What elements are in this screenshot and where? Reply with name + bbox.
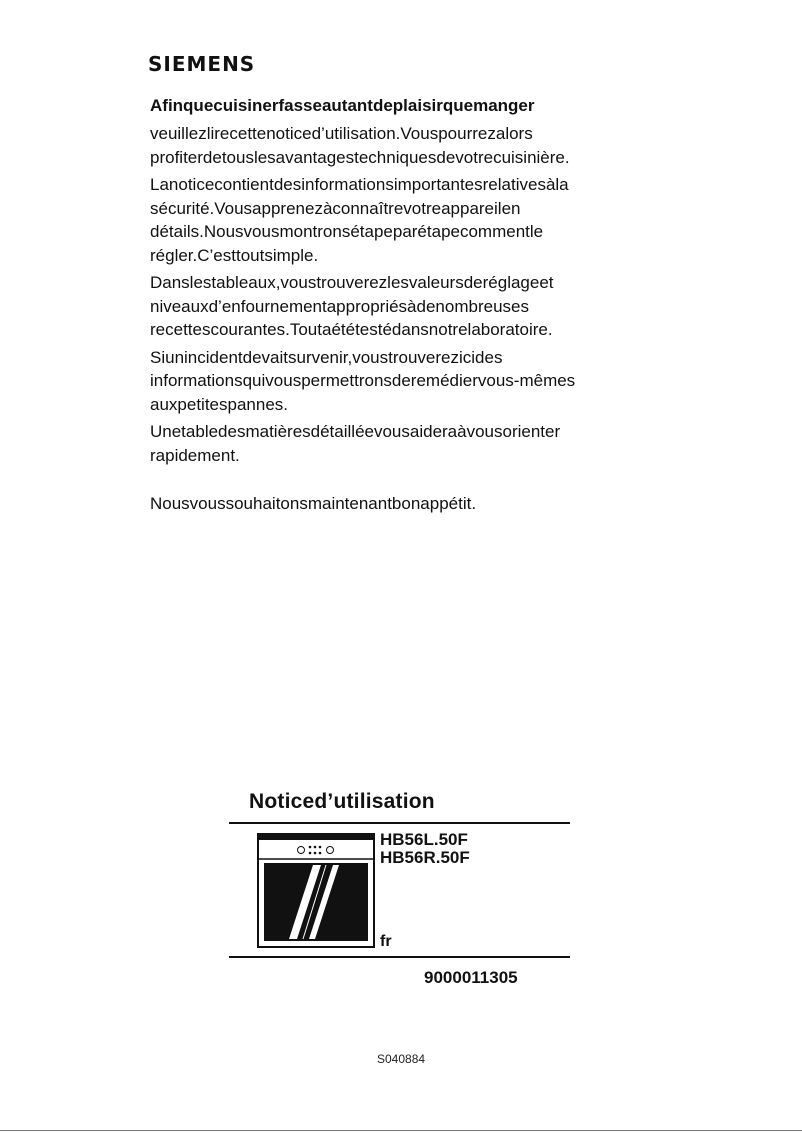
model-list bbox=[380, 831, 470, 867]
notice-title: Noticed’utilisation bbox=[249, 790, 435, 813]
intro-lead: Afinquecuisinerfasseautantdeplaisirquemanger bbox=[150, 96, 535, 115]
bottom-divider bbox=[229, 956, 570, 958]
page-edge-line bbox=[0, 1130, 802, 1131]
closing-line: Nousvoussouhaitonsmaintenantbonappétit. bbox=[150, 494, 477, 513]
oven-front-icon bbox=[257, 833, 375, 948]
intro-paragraph-5: Unetabledesmatièresdétailléevousaideraàvousorienter rapidement. bbox=[150, 422, 561, 465]
language-code: fr bbox=[380, 933, 392, 950]
intro-paragraph-3: Danslestableaux,voustrouverezlesvaleursderéglageet niveauxd’enfournementappropriésàdenombreuses recettescourantes.Toutaététestédansnotrelaboratoire. bbox=[150, 273, 554, 339]
intro-paragraph-4: Siunincidentdevaitsurvenir,voustrouverezicides informationsquivouspermettronsderemédiervous-mêmes auxpetitespannes. bbox=[150, 347, 576, 414]
intro-paragraph-1: veuillezlirecettenoticed’utilisation.Vouspourrezalors profiterdetouslesavantagestechniquesdevotrecuisinière. bbox=[150, 124, 570, 167]
document-number: 9000011305 bbox=[424, 968, 518, 987]
intro-paragraph-2: Lanoticecontientdesinformationsimportantesrelativesàla sécurité.Vousapprenezàconnaîtrevotreappareilen détails.Nousvousmontronsétapeparétapecommentle régler.C’esttoutsimple. bbox=[150, 175, 569, 265]
model-number: HB56L.50F bbox=[380, 830, 468, 849]
top-divider bbox=[229, 822, 570, 824]
brand-logo: SIEMENS bbox=[148, 52, 256, 76]
image-code: S040884 bbox=[377, 1052, 426, 1066]
intro-section bbox=[150, 94, 650, 471]
model-number: HB56R.50F bbox=[380, 848, 470, 867]
